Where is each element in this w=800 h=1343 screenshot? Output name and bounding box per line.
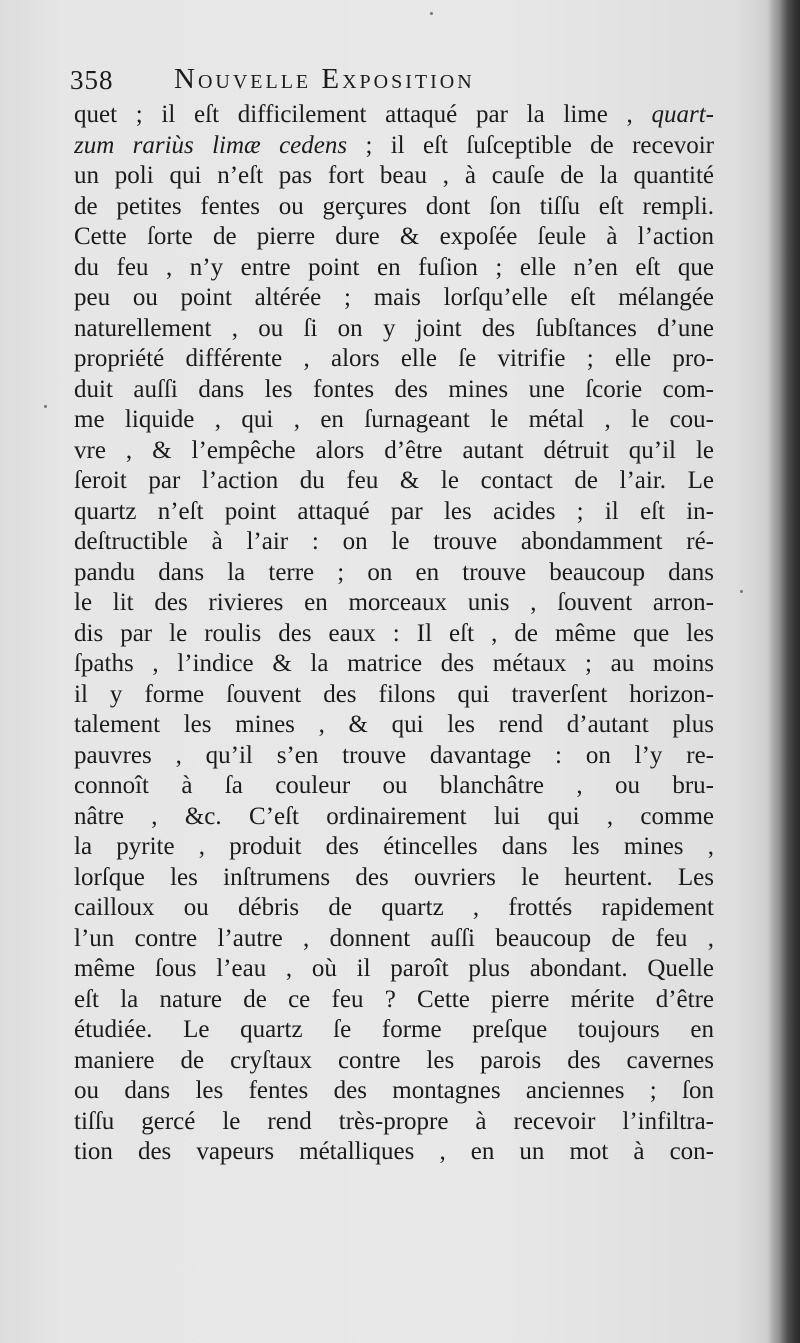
text-line: Cette ſorte de pierre dure & expoſée ſeule à l’action: [74, 223, 714, 250]
text-line: talement les mines , & qui les rend d’autant plus: [74, 711, 714, 738]
text-line: l’un contre l’autre , donnent auſſi beaucoup de feu ,: [74, 924, 714, 952]
text-line: étudiée. Le quartz ſe forme preſque toujours en: [74, 1016, 714, 1043]
text-line: naturellement , ou ſi on y joint des ſubſtances d’une: [74, 314, 714, 342]
text-line: pandu dans la terre ; on en trouve beaucoup dans: [74, 558, 714, 586]
paper-speck: [430, 12, 433, 15]
text-line: propriété différente , alors elle ſe vitrifie ; elle pro-: [74, 345, 714, 372]
running-head: Nouvelle Exposition: [174, 63, 475, 95]
paper-speck: [44, 405, 47, 408]
text-line: nâtre , &c. C’eſt ordinairement lui qui , comme: [74, 802, 714, 830]
text-line: tion des vapeurs métalliques , en un mot à con-: [74, 1138, 714, 1165]
text-line: il y forme ſouvent des filons qui traverſent horizon-: [74, 680, 714, 708]
text-line: deſtructible à l’air : on le trouve abondamment ré-: [74, 528, 714, 555]
text-line: lorſque les inſtrumens des ouvriers le heurtent. Les: [74, 863, 714, 891]
body-text: [74, 100, 714, 1168]
text-line: peu ou point altérée ; mais lorſqu’elle eſt mélangée: [74, 284, 714, 311]
text-line: quartz n’eſt point attaqué par les acides ; il eſt in-: [74, 497, 714, 525]
text-line: zum rariùs limæ cedens ; il eſt ſuſceptible de recevoir: [74, 131, 714, 159]
text-line: de petites fentes ou gerçures dont ſon tiſſu eſt rempli.: [74, 192, 714, 220]
text-line: maniere de cryſtaux contre les parois des cavernes: [74, 1046, 714, 1074]
page-header: [70, 63, 570, 99]
text-line: ou dans les fentes des montagnes anciennes ; ſon: [74, 1077, 714, 1104]
text-line: même ſous l’eau , où il paroît plus abondant. Quelle: [74, 955, 714, 982]
page-edge-shadow: [766, 0, 800, 1343]
text-line: vre , & l’empêche alors d’être autant détruit qu’il le: [74, 436, 714, 464]
text-line: du feu , n’y entre point en fuſion ; elle n’en eſt que: [74, 253, 714, 281]
text-line: dis par le roulis des eaux : Il eſt , de même que les: [74, 619, 714, 647]
text-line: pauvres , qu’il s’en trouve davantage : on l’y re-: [74, 741, 714, 769]
text-line: quet ; il eſt difficilement attaqué par la lime , quart-: [74, 101, 714, 128]
page-number: 358: [70, 65, 114, 95]
text-line: ſpaths , l’indice & la matrice des métaux ; au moins: [74, 650, 714, 677]
text-line: ſeroit par l’action du feu & le contact de l’air. Le: [74, 467, 714, 494]
text-line: me liquide , qui , en ſurnageant le métal , le cou-: [74, 406, 714, 433]
text-line: la pyrite , produit des étincelles dans les mines ,: [74, 833, 714, 860]
paper-speck: [740, 590, 743, 593]
text-line: cailloux ou débris de quartz , frottés rapidement: [74, 894, 714, 921]
text-line: tiſſu gercé le rend très-propre à recevoir l’infiltra-: [74, 1107, 714, 1135]
text-line: un poli qui n’eſt pas fort beau , à cauſe de la quantité: [74, 162, 714, 189]
text-line: le lit des rivieres en morceaux unis , ſouvent arron-: [74, 589, 714, 616]
text-line: connoît à ſa couleur ou blanchâtre , ou bru-: [74, 772, 714, 799]
text-line: eſt la nature de ce feu ? Cette pierre mérite d’être: [74, 985, 714, 1013]
text-line: duit auſſi dans les fontes des mines une ſcorie com-: [74, 375, 714, 403]
